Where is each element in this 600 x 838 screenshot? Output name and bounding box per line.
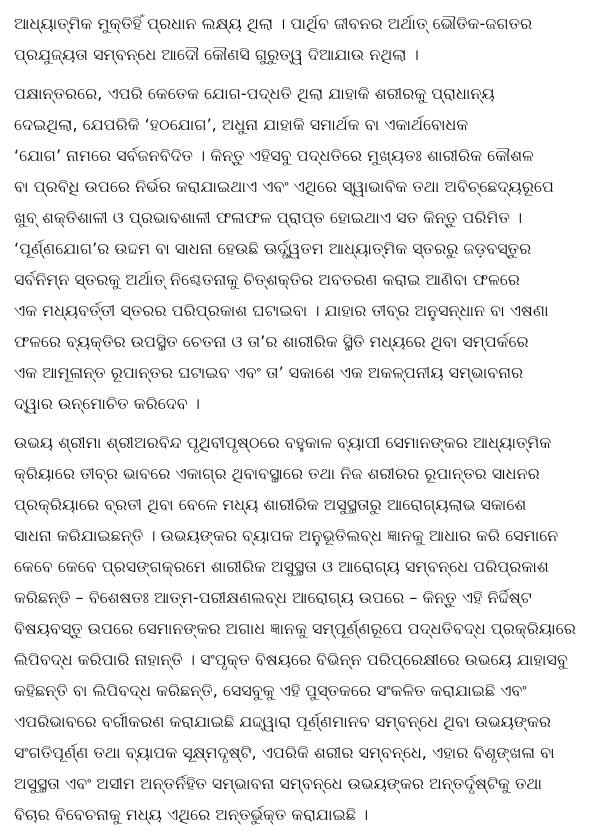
text-line: ସର୍ବନିମ୍ନ ସ୍ତରକୁ ଅର୍ଥାତ୍ ନିଶ୍ଚେତନାକୁ ଚିତ୍‌ଶକ୍ତିର ଅବତରଣ କରାଇ ଆଣିବା ଫଳରେ (14, 270, 520, 289)
text-line: ସାଧନା କରିଯାଇଛନ୍ତି । ଉଭୟଙ୍କର ବ୍ୟାପକ ଅନୁଭୂତିଲବ୍ଧ ଜ୍ଞାନକୁ ଆଧାର କରି ସେମାନେ (14, 526, 559, 545)
text-line: କ୍ରିୟାରେ ତୀବ୍ର ଭାବରେ ଏକାଗ୍ର ଥିବାବସ୍ଥାରେ ତଥା ନିଜ ଶରୀରର ରୂପାନ୍ତର ସାଧନର (14, 464, 540, 483)
text-line: ଏକ ମଧ୍ୟବର୍ତ୍ତୀ ସ୍ତରର ପରିପ୍ରକାଶ ଘଟାଇବା । ଯାହାର ତୀବ୍ର ଅନୁସନ୍ଧାନ ବା ଏଷଣା (14, 301, 549, 320)
text-line: ‘ଯୋଗ’ ନାମରେ ସର୍ବଜନବିଦିତ । କିନ୍ତୁ ଏହିସବୁ ପଦ୍ଧତିରେ ମୁଖ୍ୟତଃ ଶାରୀରିକ କୌଶଳ (14, 146, 534, 165)
text-line: ସଂଗତିପୂର୍ଣ୍ଣ ତଥା ବ୍ୟାପକ ସୂକ୍ଷ୍ମଦୃଷ୍ଟି, ଏପରିକି ଶରୀର ସମ୍ବନ୍ଧେ, ଏହାର ବିଶୃଙ୍ଖଳା ବା (14, 743, 555, 762)
text-line: ଫଳରେ ବ୍ୟକ୍ତିର ଉପସ୍ଥିତ ଚେତନା ଓ ତା’ର ଶାରୀରିକ ସ୍ଥିତି ମଧ୍ୟରେ ଥିବା ସମ୍ପର୍କରେ (14, 332, 529, 351)
text-line: ବିଷୟବସ୍ତୁ ଉପରେ ସେମାନଙ୍କର ଅଗାଧ ଜ୍ଞାନକୁ ସମ୍ପୂର୍ଣ୍ଣରୂପେ ପଦ୍ଧତିବଦ୍ଧ ପ୍ରକ୍ରିୟାରେ (14, 619, 576, 638)
text-line: ଉଭୟ ଶ୍ରୀମା ଶ୍ରୀଅରବିନ୍ଦ ପୃଥିବୀପୃଷ୍ଠରେ ବହୁକାଳ ବ୍ୟାପୀ ସେମାନଙ୍କର ଆଧ୍ୟାତ୍ମିକ (14, 433, 552, 452)
paragraph-gap (14, 419, 586, 427)
text-line: କେବେ କେବେ ପ୍ରସଙ୍ଗକ୍ରମେ ଶାରୀରିକ ଅସୁସ୍ଥତା ଓ ଆରୋଗ୍ୟ ସମ୍ବନ୍ଧେ ପରିପ୍ରକାଶ (14, 557, 549, 576)
text-line: ଖୁବ୍ ଶକ୍ତିଶାଳୀ ଓ ପ୍ରଭାବଶାଳୀ ଫଳାଫଳ ପ୍ରାପ୍ତ ହୋଇଥାଏ ସତ କିନ୍ତୁ ପରିମିତ । (14, 208, 523, 227)
text-line: ଆଧ୍ୟାତ୍ମିକ ମୁକ୍ତିହିଁ ପ୍ରଧାନ ଲକ୍ଷ୍ୟ ଥିଲା । ପାର୍ଥିବ ଜୀବନର ଅର୍ଥାତ୍ ଭୌତିକ-ଜଗତର (14, 14, 533, 33)
text-line: ଏକ ଆମୂଳାନ୍ତ ରୂପାନ୍ତର ଘଟାଇବ ଏବଂ ତା’ ସକାଶେ ଏକ ଅକଳ୍ପନୀୟ ସମ୍ଭାବନାର (14, 363, 524, 382)
paragraph-gap (14, 70, 586, 78)
text-line: ପ୍ରକ୍ରିୟାରେ ବ୍ରତୀ ଥିବା ବେଳେ ମଧ୍ୟ ଶାରୀରିକ ଅସୁସ୍ଥତାରୁ ଆରୋଗ୍ୟଲାଭ ସକାଶେ (14, 495, 527, 514)
text-line: ଅସୁସ୍ଥତା ଏବଂ ଅସୀମ ଅନ୍ତର୍ନିହିତ ସମ୍ଭାବନା ସମ୍ବନ୍ଧେ ଉଭୟଙ୍କର ଅନ୍ତର୍ଦୃଷ୍ଟିକୁ ତଥା (14, 774, 542, 793)
text-line: ‘ପୂର୍ଣ୍ଣଯୋଗ’ର ଉଦ୍ଦମ ବା ସାଧନା ହେଉଛି ଊର୍ଦ୍ଧ୍ୱତମ ଆଧ୍ୟାତ୍ମିକ ସ୍ତରରୁ ଜଡ଼ବସ୍ତୁର (14, 239, 532, 258)
text-line: ବିଚାର ବିବେଚନାକୁ ମଧ୍ୟ ଏଥିରେ ଅନ୍ତର୍ଭୁକ୍ତ କରାଯାଇଛି । (14, 805, 369, 824)
text-line: ଏପରିଭାବରେ ବର୍ଗୀକରଣ କରାଯାଇଛି ଯଦ୍ଦ୍ୱାରା ପୂର୍ଣ୍ଣମାନବ ସମ୍ବନ୍ଧେ ଥିବା ଉଭୟଙ୍କର (14, 712, 552, 731)
text-line: ପ୍ରଯୁଜ୍ୟତା ସମ୍ବନ୍ଧେ ଆଦୌ କୌଣସି ଗୁରୁତ୍ୱ ଦିଆଯାଉ ନଥିଲା । (14, 45, 419, 64)
paragraph (14, 78, 586, 419)
text-line: ଦ୍ୱାର ଉନ୍ମୋଚିତ କରିଦେବ । (14, 394, 200, 413)
text-line: ବା ପ୍ରବିଧି ଉପରେ ନିର୍ଭର କରାଯାଇଥାଏ ଏବଂ ଏଥିରେ ସ୍ୱାଭାବିକ ତଥା ଅବିଚ୍ଛେଦ୍ୟରୂପେ (14, 177, 554, 196)
paragraph (14, 8, 586, 70)
text-line: କହିଛନ୍ତି ବା ଲିପିବଦ୍ଧ କରିଛନ୍ତି, ସେସବୁକୁ ଏହି ପୁସ୍ତକରେ ସଂକଳିତ କରାଯାଇଛି ଏବଂ (14, 681, 527, 700)
text-line: ଲିପିବଦ୍ଧ କରିପାରି ନାହାନ୍ତି । ସଂପୃକ୍ତ ବିଷୟରେ ବିଭିନ୍ନ ପରିପ୍ରେକ୍ଷୀରେ ଉଭୟେ ଯାହାସବୁ (14, 650, 568, 669)
paragraph (14, 427, 586, 830)
text-line: ଦେଇଥିଲା, ଯେପରିକି ‘ହଠଯୋଗ’, ଅଧୁନା ଯାହାକି ସମାର୍ଥକ ବା ଏକାର୍ଥବୋଧକ (14, 115, 469, 134)
text-line: କରିଛନ୍ତି – ବିଶେଷତଃ ଆତ୍ମ-ପରୀକ୍ଷଣଲବ୍ଧ ଆରୋଗ୍ୟ ଉପରେ – କିନ୍ତୁ ଏହି ନିର୍ଦ୍ଦିଷ୍ଟ (14, 588, 532, 607)
text-line: ପକ୍ଷାନ୍ତରରେ, ଏପରି କେତେକ ଯୋଗ-ପଦ୍ଧତି ଥିଲା ଯାହାକି ଶରୀରକୁ ପ୍ରାଧାନ୍ୟ (14, 84, 495, 103)
